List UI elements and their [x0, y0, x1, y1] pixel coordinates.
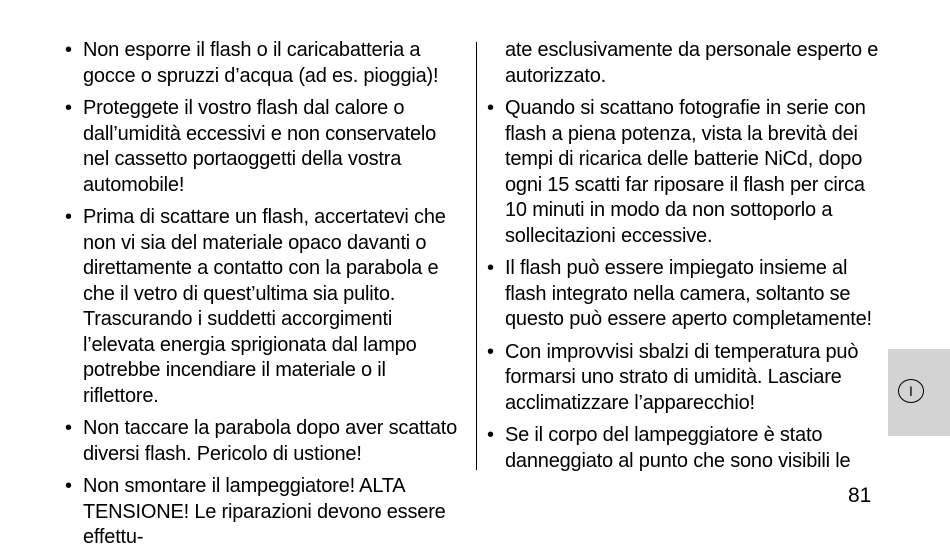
right-bullet-list [487, 96, 887, 474]
left-column [65, 38, 465, 558]
list-item-text: Il flash può essere impiegato insieme al flash integrato nella camera, soltanto se questo può essere aperto completamente! [505, 257, 872, 330]
list-item [487, 256, 887, 333]
list-item [487, 340, 887, 417]
bullet-dot: • [65, 97, 72, 119]
bullet-dot: • [65, 417, 72, 439]
left-bullet-list [65, 38, 465, 551]
list-item-text: Quando si scattano fotografie in serie con flash a piena potenza, vista la brevità dei tempi di ricarica delle batterie NiCd, dopo ogni 15 scatti far riposare il flash per circa 10 minuti in modo da non sottoporlo a sollecitazioni eccessive. [505, 97, 866, 247]
list-item-text: Con improvvisi sbalzi di temperatura può formarsi uno strato di umidità. Lasciare acclimatizzare l’apparecchio! [505, 340, 859, 414]
bullet-dot: • [65, 475, 72, 497]
bullet-dot: • [487, 340, 494, 363]
language-badge: I [898, 379, 924, 403]
list-item-text: Non smontare il lampeggiatore! ALTA TENSIONE! Le riparazioni devono essere effettu- [83, 475, 446, 548]
bullet-dot: • [65, 39, 72, 61]
list-item-text: Proteggete il vostro flash dal calore o dall’umidità eccessivi e non conservatelo nel cassetto portaoggetti della vostra automobile! [83, 97, 437, 196]
list-item-text: Non esporre il flash o il caricabatteria a gocce o spruzzi d’acqua (ad es. pioggia)! [83, 39, 439, 87]
right-column [487, 38, 887, 481]
list-item-text: Prima di scattare un flash, accertatevi che non vi sia del materiale opaco davanti o direttamente a contatto con la parabola e che il vetro di quest’ultima sia pulito. Trascurando i suddetti accorgimenti l’elevata energia sprigionata dal lampo potrebbe incendiare il materiale o il riflettore. [83, 206, 446, 407]
list-item-text: Se il corpo del lampeggiatore è stato danneggiato al punto che sono visibili le [505, 424, 851, 472]
bullet-dot: • [487, 424, 494, 446]
list-item [487, 423, 887, 474]
bullet-dot: • [487, 257, 494, 279]
column-divider [476, 42, 477, 470]
list-item [487, 96, 887, 249]
bullet-dot: • [65, 206, 72, 228]
continuation-text: ate esclusivamente da personale esperto e autorizzato. [505, 39, 879, 87]
list-item [65, 38, 465, 89]
bullet-dot: • [487, 97, 494, 119]
list-item [65, 416, 465, 467]
list-item [65, 474, 465, 551]
page-number: 81 [848, 484, 872, 507]
list-item [65, 205, 465, 409]
list-item [65, 96, 465, 198]
list-item-text: Non taccare la parabola dopo aver scattato diversi flash. Pericolo di ustione! [83, 417, 458, 465]
